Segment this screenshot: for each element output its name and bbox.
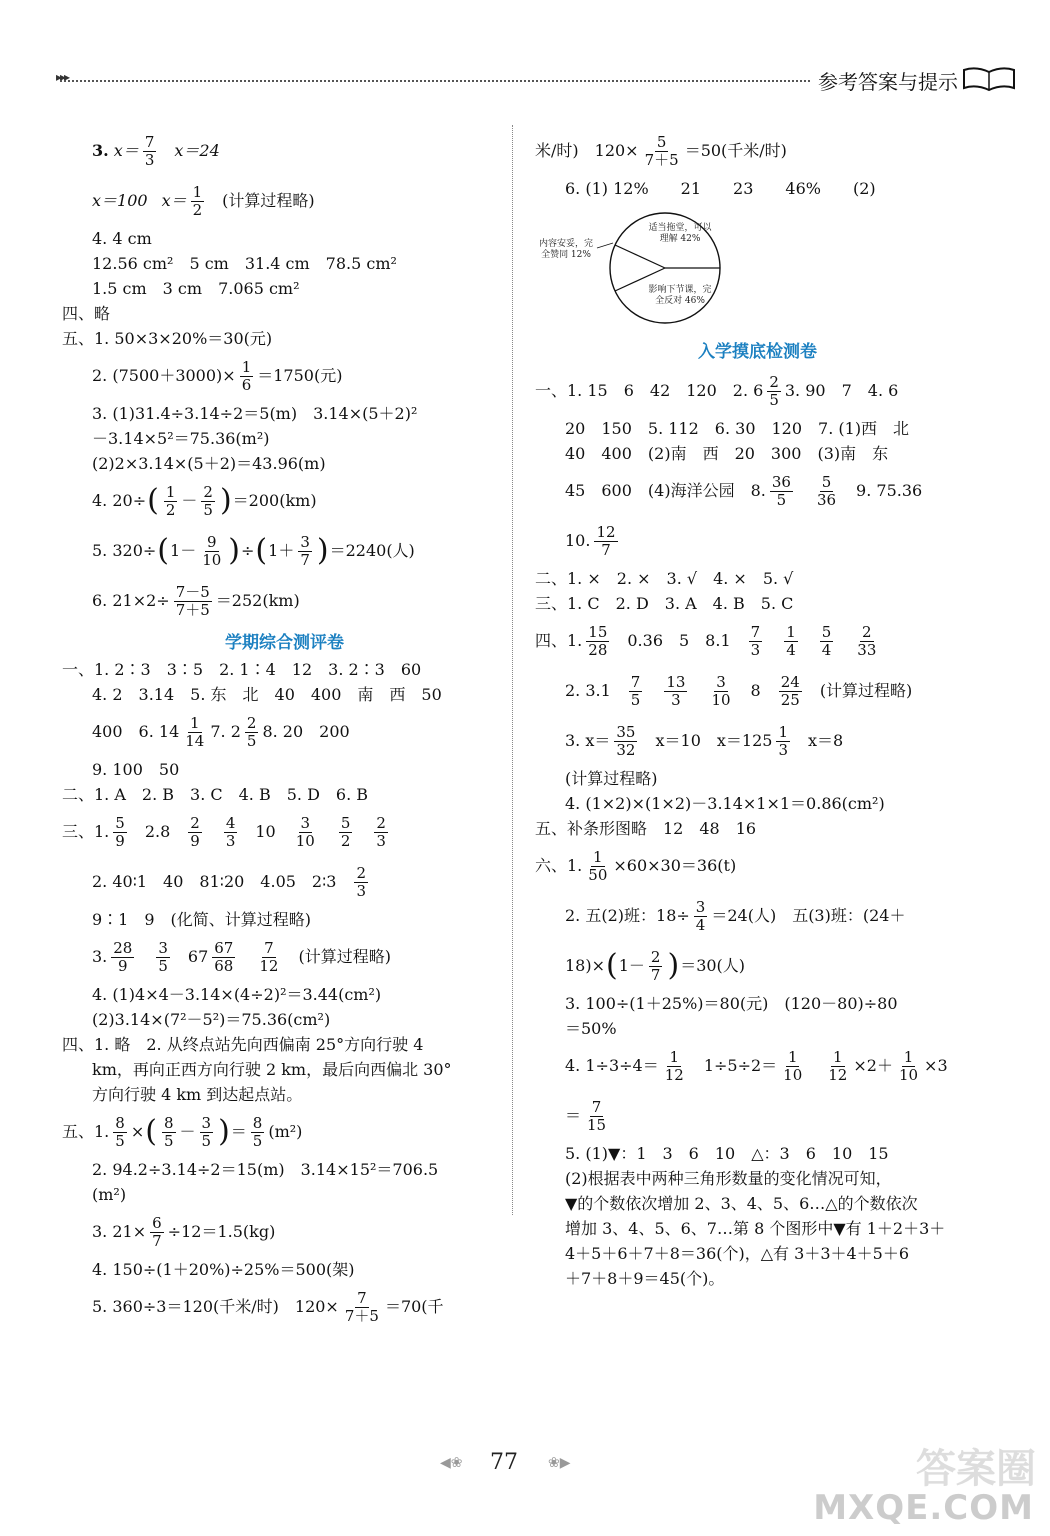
left-column [62,128,507,1334]
answer-line: 1.5 cm 3 cm 7.065 cm² [92,279,300,298]
footer-ornament-right: ❀▶ [548,1455,571,1471]
pie-label-c: 影响下节课，完全反对 46% [648,285,712,306]
answer-line: 10. $\frac{12}{7}$ [565,522,616,559]
answer-line: 9. 100 50 [92,760,180,779]
answer-line: 米/时) 120× $\frac{5}{7+5}$ ＝50(千米/时) [535,132,787,169]
answer-line: x＝100 x＝ $\frac{1}{2}$ (计算过程略) [92,182,315,219]
answer-line: 3. $\frac{28}{9}$ $\frac{3}{5}$ 67 $\frac{67}{68}$ $\frac{7}{12}$ (计算过程略) [92,938,391,975]
answer-line: 5. 320÷ ( 1－ $\frac{9}{10}$ ) ÷ ( 1＋ $\frac{3}{7}$ ) ＝2240(人) [92,532,415,569]
footer-ornament-left: ◀❀ [440,1455,463,1471]
right-column [535,128,980,1293]
answer-line: 4. 150÷(1＋20%)÷25%＝500(架) [92,1260,355,1279]
answer-line: 3. x＝ $\frac{35}{32}$ x＝10 x＝125 $\frac{1}{3}$ x＝8 [565,722,844,759]
answer-line: 五、补条形图略 12 48 16 [535,819,757,838]
answer-line: 一、1. 15 6 42 120 2. 6 $\frac{2}{5}$ 3. 90 7 4. 6 [535,372,899,409]
answer-line: 2. 94.2÷3.14÷2＝15(m) 3.14×15²＝706.5 [92,1160,439,1179]
answer-line: 三、1. $\frac{5}{9}$ 2.8 $\frac{2}{9}$ $\frac{4}{3}$ 10 $\frac{3}{10}$ $\frac{5}{2}$ $\frac{2}{3}$ [62,813,386,850]
answer-line: km，再向正西方向行驶 2 km，最后向西偏北 30° [92,1060,452,1079]
answer-line: 2. 五(2)班：18÷ $\frac{3}{4}$ ＝24(人) 五(3)班：(24＋ [565,897,906,934]
answer-line: 五、1. $\frac{8}{5}$ × ( $\frac{8}{5}$ － $\frac{3}{5}$ ) ＝ $\frac{8}{5}$ (m²) [62,1113,303,1150]
answer-line: 6. (1) 12% 21 23 46% (2) [565,179,876,198]
watermark-text: MXQE.COM [813,1488,1034,1528]
header-rule [60,80,810,82]
answer-line: 六、1. $\frac{1}{50}$ ×60×30＝36(t) [535,847,737,884]
answer-line: ＝ $\frac{7}{15}$ [565,1097,607,1134]
answer-line: ＝50% [565,1019,617,1038]
section-title: 入学摸底检测卷 [698,342,817,362]
answer-line: (计算过程略) [565,769,658,788]
fraction: $\frac{7}{3}$ [144,132,155,169]
section-title: 学期综合测评卷 [225,633,344,653]
answer-line: 4＋5＋6＋7＋8＝36(个)，△有 3＋3＋4＋5＋6 [565,1244,910,1263]
pie-chart [535,203,980,333]
answer-line: 400 6. 14 $\frac{1}{14}$ 7. 2 $\frac{2}{5}$ 8. 20 200 [92,713,350,750]
answer-line: 增加 3、4、5、6、7…第 8 个图形中▼有 1＋2＋3＋ [565,1219,946,1238]
answer-line: 9∶1 9 (化简、计算过程略) [92,910,312,929]
watermark-logo: 答案圈 [916,1446,1036,1492]
answer-line: 3. x＝ $\frac{7}{3}$ x＝24 [92,132,220,169]
answer-line: 2. 3.1 $\frac{7}{5}$ $\frac{13}{3}$ $\frac{3}{10}$ 8 $\frac{24}{25}$ (计算过程略) [565,672,913,709]
fraction: $\frac{1}{2}$ [192,182,203,219]
answer-line: ＋7＋8＋9＝45(个)。 [565,1269,725,1288]
answer-line: 一、1. 2∶3 3∶5 2. 1∶4 12 3. 2∶3 60 [62,660,422,679]
answer-line: 12.56 cm² 5 cm 31.4 cm 78.5 cm² [92,254,397,273]
header-title: 参考答案与提示 [818,70,958,94]
answer-line: (2)3.14×(7²－5²)＝75.36(cm²) [92,1010,331,1029]
answer-line: 3. 100÷(1＋25%)＝80(元) (120－80)÷80 [565,994,898,1013]
answer-line: 2. (7500＋3000)× $\frac{1}{6}$ ＝1750(元) [92,357,343,394]
answer-line: 5. (1)▼：1 3 6 10 △：3 6 10 15 [565,1144,889,1163]
answer-line: 40 400 (2)南 西 20 300 (3)南 东 [565,444,889,463]
answer-line: 4. 2 3.14 5. 东 北 40 400 南 西 50 [92,685,442,704]
fraction: $\frac{1}{6}$ [241,357,252,394]
answer-line: 5. 360÷3＝120(千米/时) 120× $\frac{7}{7+5}$ ＝70(千 [92,1288,444,1325]
answer-line: 三、1. C 2. D 3. A 4. B 5. C [535,594,794,613]
answer-line: 4. 20÷ ( $\frac{1}{2}$ － $\frac{2}{5}$ ) ＝200(km) [92,482,317,519]
pie-label-a: 适当拖堂，可以理解 42% [648,223,712,244]
answer-line: 18)× ( 1－ $\frac{2}{7}$ ) ＝30(人) [565,947,746,984]
answer-line: 4. 1÷3÷4＝ $\frac{1}{12}$ 1÷5÷2＝ $\frac{1}{10}$ $\frac{1}{12}$ ×2＋ $\frac{1}{10}$ ×3 [565,1047,948,1084]
answer-line: 4. (1)4×4－3.14×(4÷2)²＝3.44(cm²) [92,985,382,1004]
answer-line: 2. 40∶1 40 81∶20 4.05 2∶3 $\frac{2}{3}$ [92,863,366,900]
answer-line: 4. 4 cm [92,229,152,248]
answer-line: 6. 21×2÷ $\frac{7-5}{7+5}$ ＝252(km) [92,582,300,619]
answer-line: 4. (1×2)×(1×2)－3.14×1×1＝0.86(cm²) [565,794,885,813]
header-arrows: ▸▸▸ [56,70,69,84]
answer-line: 方向行驶 4 km 到达起点站。 [92,1085,303,1104]
answer-line: 二、1. × 2. × 3. √ 4. × 5. √ [535,569,794,588]
answer-line: 二、1. A 2. B 3. C 4. B 5. D 6. B [62,785,369,804]
column-divider [512,125,513,1215]
pie-label-b: 内容安妥，完全赞同 12% [538,239,593,260]
answer-line: 四、1. 略 2. 从终点站先向西偏南 25°方向行驶 4 [62,1035,424,1054]
section-heading: 四、略 [62,304,111,323]
answer-line: 45 600 (4)海洋公园 8. $\frac{36}{5}$ $\frac{5}{36}$ 9. 75.36 [565,472,923,509]
book-icon [962,66,1016,92]
answer-line: (2)2×3.14×(5＋2)＝43.96(m) [92,454,326,473]
answer-line: 20 150 5. 112 6. 30 120 7. (1)西 北 [565,419,910,438]
page-number: 77 [490,1450,518,1475]
answer-line: (2)根据表中两种三角形数量的变化情况可知， [565,1169,892,1188]
answer-line: 四、1. $\frac{15}{28}$ 0.36 5 8.1 $\frac{7}{3}$ $\frac{1}{4}$ $\frac{5}{4}$ $\frac{2}{33}$ [535,622,877,659]
answer-line: 3. (1)31.4÷3.14÷2＝5(m) 3.14×(5＋2)² [92,404,418,423]
answer-line: ▼的个数依次增加 2、3、4、5、6…△的个数依次 [565,1194,918,1213]
answer-line: 五、1. 50×3×20%＝30(元) [62,329,273,348]
answer-line: 3. 21× $\frac{6}{7}$ ÷12＝1.5(kg) [92,1213,276,1250]
answer-line: －3.14×5²＝75.36(m²) [92,429,270,448]
answer-line: (m²) [92,1185,127,1204]
